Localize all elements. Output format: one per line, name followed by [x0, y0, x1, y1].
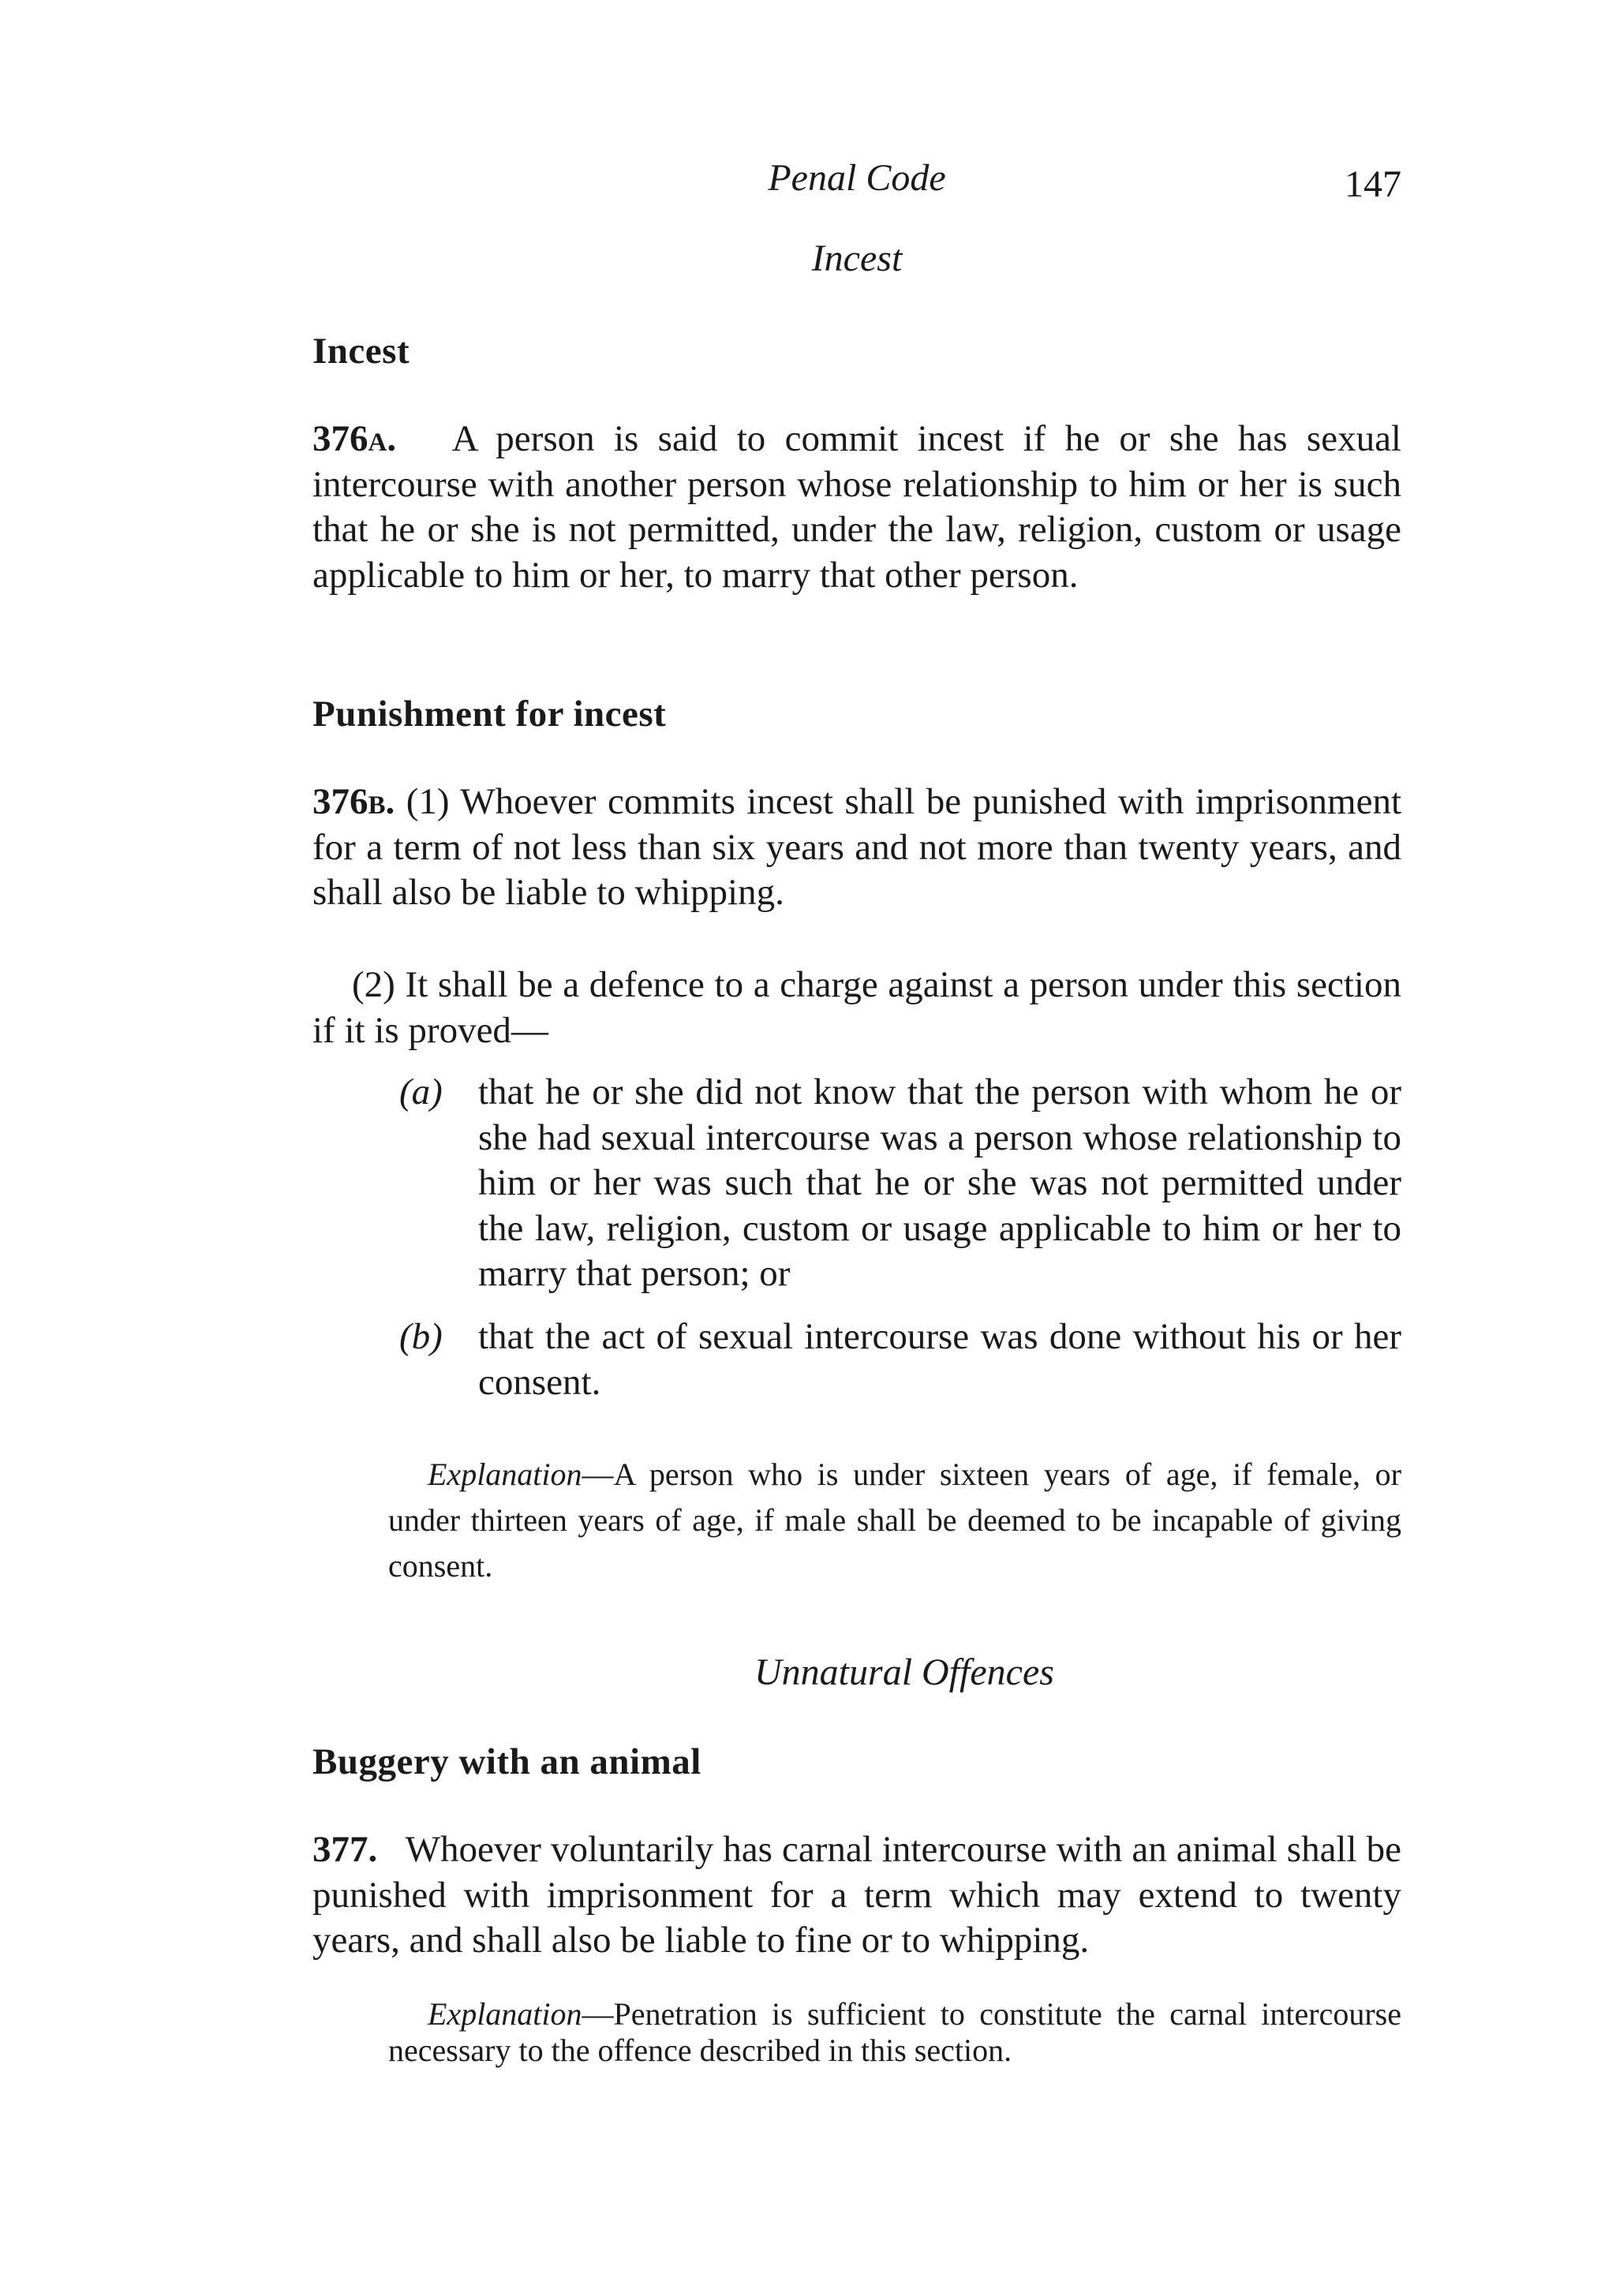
subpart-title: Unnatural Offences: [754, 1651, 1054, 1693]
section-text: [312, 780, 1401, 916]
part-title: Incest: [811, 237, 903, 279]
explanation: [388, 1452, 1401, 1589]
item-label: (b): [399, 1316, 443, 1357]
subsection-2: (2) It shall be a defence to a charge against a person under this section if it is proved—: [312, 964, 1401, 1051]
section-number: 377.: [312, 1829, 378, 1870]
item-text: that the act of sexual intercourse was done without his or her consent.: [478, 1316, 1401, 1403]
defence-list-b: [399, 1314, 1401, 1405]
subsection-1: (1) Whoever commits incest shall be punished with imprisonment for a term of not less than six years and not more than twenty years, and shall also be liable to whipping.: [312, 781, 1401, 913]
section-heading: Incest: [312, 331, 410, 372]
explanation-label: Explanation: [428, 1996, 582, 2032]
section-376a-heading-block: [312, 330, 1401, 372]
section-number: 376a.: [312, 418, 397, 459]
item-text: that he or she did not know that the person with whom he or she had sexual intercourse was a person whose relationship to him or her was such that he or she was not permitted under the law, religion, custom or usage applicable to him or her to marry that person; or: [478, 1071, 1401, 1294]
running-title: Penal Code: [768, 157, 946, 199]
explanation-label: Explanation: [428, 1457, 582, 1492]
section-376b-heading-block: [312, 693, 1401, 735]
explanation: [388, 1996, 1401, 2069]
section-text: [312, 1827, 1401, 1964]
list-item: [399, 1070, 1401, 1297]
section-body: Whoever voluntarily has carnal intercourse with an animal shall be punished with imprisonment for a term which may extend to twenty years, and shall also be liable to fine or to whipping.: [312, 1829, 1401, 1961]
list-item: [399, 1314, 1401, 1405]
page-number: 147: [1345, 163, 1401, 205]
section-heading: Punishment for incest: [312, 694, 667, 735]
section-376a: [312, 417, 1401, 598]
explanation-376b: [388, 1452, 1401, 1589]
running-header: [312, 156, 1401, 204]
explanation-text: —Penetration is sufficient to constitute the carnal intercourse necessary to the offence described in this section.: [388, 1996, 1401, 2068]
section-body: A person is said to commit incest if he or she has sexual intercourse with another person whose relationship to him or her is such that he or she is not permitted, under the law, religion, custom or usage applicable to him or her, to marry that other person.: [312, 418, 1401, 596]
section-377-heading-block: [312, 1741, 1401, 1783]
item-label: (a): [399, 1071, 443, 1112]
section-number: 376b.: [312, 781, 395, 822]
section-376b-sub1: [312, 780, 1401, 916]
explanation-text: —A person who is under sixteen years of age, if female, or under thirteen years of age, if male shall be deemed to be incapable of giving consent.: [388, 1457, 1401, 1584]
section-377: [312, 1827, 1401, 1964]
section-heading: Buggery with an animal: [312, 1741, 701, 1782]
defence-list: [399, 1070, 1401, 1297]
section-text: [312, 417, 1401, 598]
section-376b-sub2: [312, 963, 1401, 1053]
explanation-377: [388, 1996, 1401, 2069]
